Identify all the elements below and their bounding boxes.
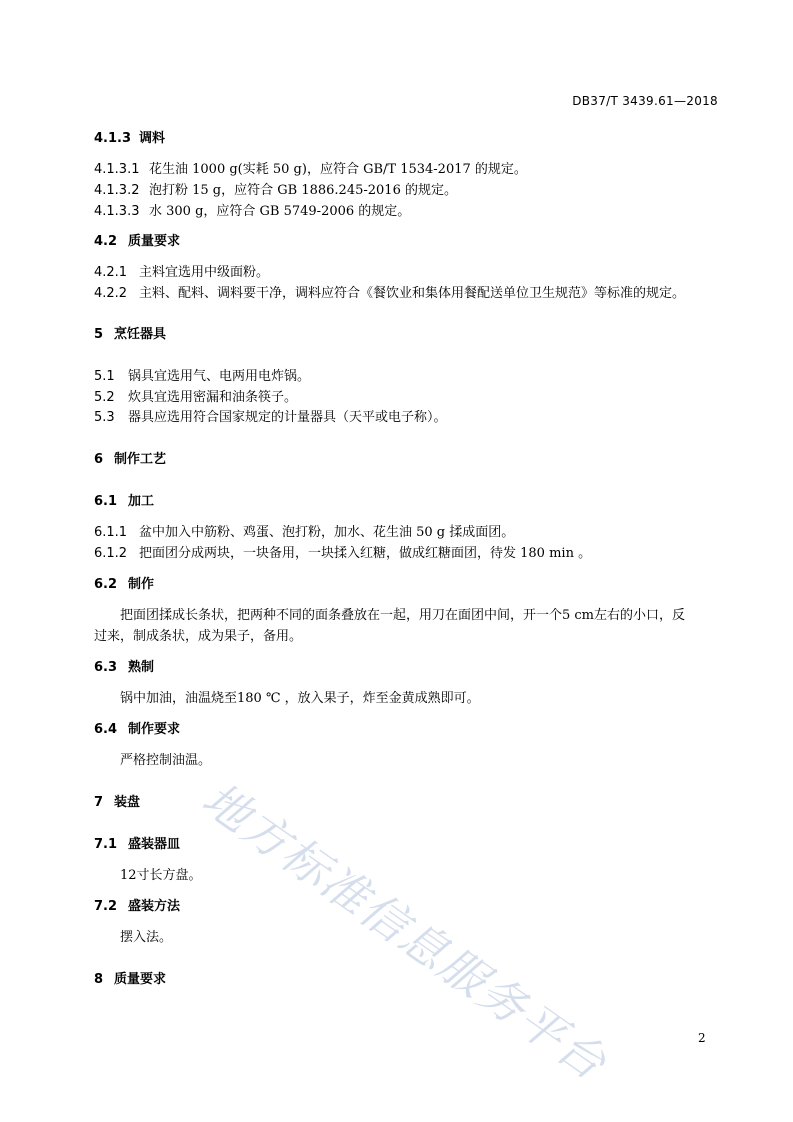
clause-6-1-1: 6.1.1 盆中加入中筋粉、鸡蛋、泡打粉，加水、花生油 50 g 揉成面团。 bbox=[94, 525, 515, 540]
heading-6: 6 制作工艺 bbox=[94, 452, 167, 467]
paragraph-6-2-line-1: 把面团揉成长条状，把两种不同的面条叠放在一起，用刀在面团中间，开一个5 cm左右的小口，反 bbox=[120, 608, 686, 623]
heading-6-1: 6.1 加工 bbox=[94, 494, 155, 509]
paragraph-7-1: 12寸长方盘。 bbox=[120, 868, 202, 883]
watermark: 地方标准信息服务平台 bbox=[192, 771, 617, 1091]
clause-4-2-1: 4.2.1 主料宜选用中级面粉。 bbox=[94, 265, 270, 280]
heading-6-4: 6.4 制作要求 bbox=[94, 722, 181, 737]
heading-7-2: 7.2 盛装方法 bbox=[94, 899, 181, 914]
clause-4-1-3-1: 4.1.3.1 花生油 1000 g(实耗 50 g)，应符合 GB/T 1534-2017 的规定。 bbox=[94, 162, 527, 177]
clause-5-3: 5.3 器具应选用符合国家规定的计量器具（天平或电子称）。 bbox=[94, 410, 447, 425]
heading-6-3: 6.3 熟制 bbox=[94, 660, 155, 675]
paragraph-6-3: 锅中加油，油温烧至180 ℃ ，放入果子，炸至金黄成熟即可。 bbox=[120, 691, 480, 706]
paragraph-6-4: 严格控制油温。 bbox=[120, 753, 212, 768]
clause-5-1: 5.1 锅具宜选用气、电两用电炸锅。 bbox=[94, 369, 311, 384]
heading-6-2: 6.2 制作 bbox=[94, 577, 155, 592]
heading-5: 5 烹饪器具 bbox=[94, 327, 167, 342]
heading-7: 7 装盘 bbox=[94, 795, 141, 810]
heading-4-2: 4.2 质量要求 bbox=[94, 234, 181, 249]
paragraph-6-2-line-2: 过来，制成条状，成为果子，备用。 bbox=[94, 629, 303, 644]
document-code: DB37/T 3439.61—2018 bbox=[572, 94, 718, 108]
heading-4-1-3: 4.1.3 调料 bbox=[94, 131, 166, 146]
paragraph-7-2: 摆入法。 bbox=[120, 930, 173, 945]
clause-6-1-2: 6.1.2 把面团分成两块，一块备用，一块揉入红糖，做成红糖面团，待发 180 min 。 bbox=[94, 546, 592, 561]
clause-4-1-3-3: 4.1.3.3 水 300 g，应符合 GB 5749-2006 的规定。 bbox=[94, 204, 411, 219]
clause-5-2: 5.2 炊具宜选用密漏和油条筷子。 bbox=[94, 390, 298, 405]
heading-8: 8 质量要求 bbox=[94, 972, 167, 987]
clause-4-2-2: 4.2.2 主料、配料、调料要干净，调料应符合《餐饮业和集体用餐配送单位卫生规范》等标准的规定。 bbox=[94, 286, 686, 301]
heading-7-1: 7.1 盛装器皿 bbox=[94, 837, 181, 852]
clause-4-1-3-2: 4.1.3.2 泡打粉 15 g，应符合 GB 1886.245-2016 的规定。 bbox=[94, 183, 457, 198]
page-number: 2 bbox=[698, 1031, 706, 1045]
